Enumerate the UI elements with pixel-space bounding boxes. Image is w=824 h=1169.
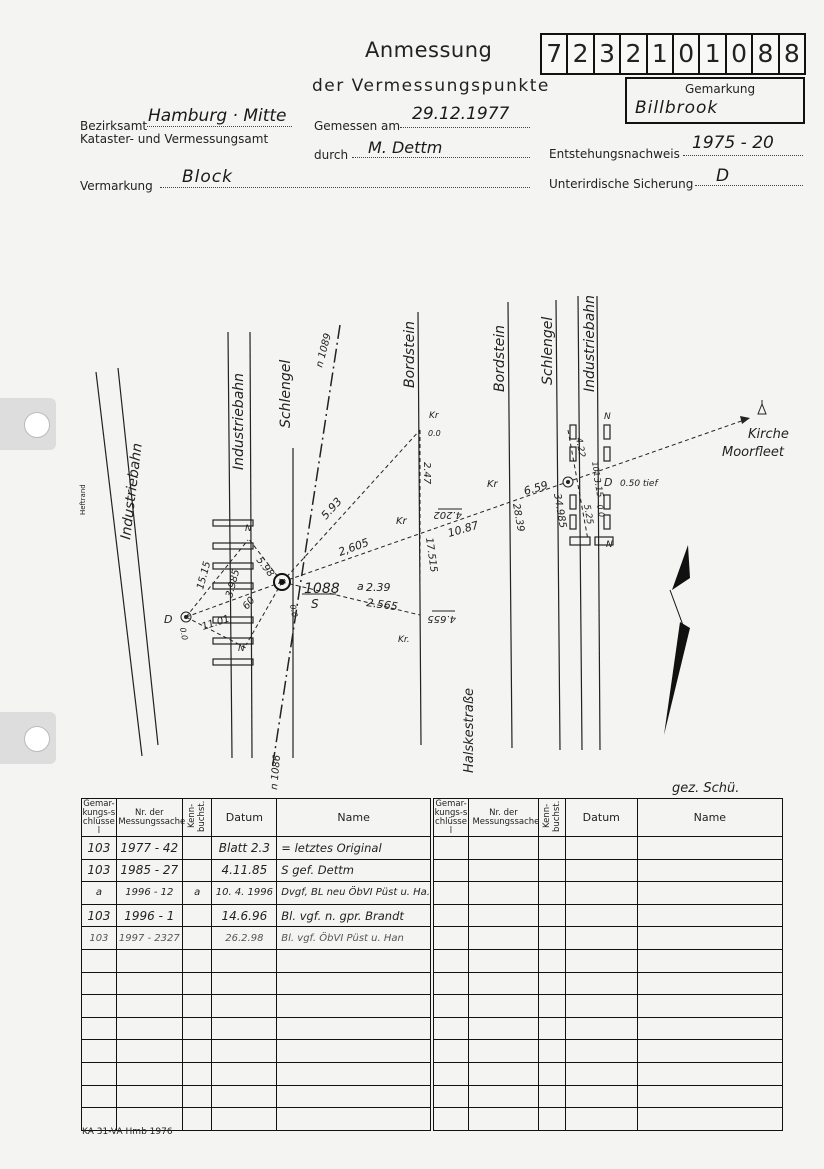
bezirksamt-value: Hamburg · Mitte (148, 106, 287, 126)
label-a: a (357, 580, 364, 593)
table-row (82, 1085, 431, 1108)
gemessen-label: Gemessen am (314, 119, 401, 133)
table-cell (212, 1040, 277, 1063)
table-cell: 14.6.96 (212, 904, 277, 927)
table-cell (637, 1108, 782, 1131)
table-cell (212, 995, 277, 1018)
table-row (434, 949, 783, 972)
table-cell (434, 1017, 469, 1040)
table-cell (212, 949, 277, 972)
table-cell (538, 882, 565, 905)
track-tie (604, 425, 610, 439)
kataster-label: Kataster- und Vermessungsamt (80, 132, 269, 146)
track-tie (604, 515, 610, 529)
table-row (434, 927, 783, 950)
label-schlengel-left: Schlengel (278, 359, 294, 428)
table-cell: S gef. Dettm (277, 859, 431, 882)
table-row (434, 1108, 783, 1131)
register-table-right (433, 798, 783, 1131)
entstehung-label: Entstehungsnachweis (549, 147, 680, 161)
measure-239: 2.39 (366, 581, 391, 594)
header-datum: Datum (212, 799, 277, 837)
table-cell (277, 1062, 431, 1085)
track-tie (570, 425, 576, 439)
table-cell (212, 1062, 277, 1085)
table-cell (182, 949, 212, 972)
register-header-row (82, 799, 431, 837)
table-cell (116, 1062, 182, 1085)
table-cell (538, 927, 565, 950)
table-cell (468, 1040, 538, 1063)
table-cell (277, 972, 431, 995)
table-cell (434, 859, 469, 882)
table-cell: Bl. vgf. n. gpr. Brandt (277, 904, 431, 927)
sicherung-label: Unterirdische Sicherung (549, 177, 694, 191)
table-cell (538, 995, 565, 1018)
table-cell (212, 1108, 277, 1131)
table-cell (277, 1085, 431, 1108)
track-tie (570, 495, 576, 509)
table-cell (538, 1062, 565, 1085)
table-cell (565, 904, 637, 927)
table-row (82, 1062, 431, 1085)
table-cell (565, 1108, 637, 1131)
header-name: Name (277, 799, 431, 837)
table-cell (538, 904, 565, 927)
table-cell (565, 995, 637, 1018)
table-cell (434, 949, 469, 972)
table-cell (468, 927, 538, 950)
track-tie (213, 659, 253, 665)
table-cell (565, 859, 637, 882)
measure-1087: 10.87 (446, 518, 481, 540)
table-cell (82, 995, 117, 1018)
table-row (82, 927, 431, 950)
measure-2839: 28.39 (510, 502, 526, 533)
table-cell (116, 972, 182, 995)
table-cell (182, 837, 212, 860)
table-cell: 103 (82, 904, 117, 927)
gemessen-value: 29.12.1977 (412, 104, 510, 124)
table-cell (182, 1062, 212, 1085)
table-row (434, 995, 783, 1018)
table-cell (538, 1017, 565, 1040)
register-header-row (434, 799, 783, 837)
point-number-digit: 0 (727, 35, 753, 73)
table-row (82, 904, 431, 927)
line-593 (282, 430, 420, 582)
table-cell (182, 859, 212, 882)
table-cell (182, 904, 212, 927)
table-cell (468, 1085, 538, 1108)
table-cell (565, 882, 637, 905)
measure-101: 101 (590, 460, 602, 478)
table-cell (277, 1040, 431, 1063)
line-to-kirche (282, 418, 750, 582)
header-name: Name (637, 799, 782, 837)
table-cell (538, 1040, 565, 1063)
table-cell (116, 1017, 182, 1040)
label-n-mark: N (604, 412, 611, 422)
signature-gez: gez. Schü. (672, 781, 740, 796)
label-point-no: 1088 (304, 581, 340, 597)
table-cell (182, 927, 212, 950)
measure-315: 3.15 (591, 476, 605, 499)
table-cell (637, 1062, 782, 1085)
point-number-digit: 1 (700, 35, 726, 73)
table-cell (538, 1108, 565, 1131)
table-cell: 1985 - 27 (116, 859, 182, 882)
label-point-s: S (311, 597, 319, 611)
label-heftrand: Heftrand (79, 484, 87, 515)
north-arrow-icon (664, 545, 690, 735)
header-datum: Datum (565, 799, 637, 837)
label-schlengel-right: Schlengel (540, 316, 556, 385)
measure-17515: 17.515 (423, 536, 439, 574)
table-cell (468, 904, 538, 927)
label-bordstein-2: Bordstein (492, 325, 508, 392)
table-cell (277, 949, 431, 972)
gemarkung-value: Billbrook (635, 98, 719, 118)
table-cell: 1997 - 2327 (116, 927, 182, 950)
document-subtitle: der Vermessungspunkte (312, 76, 550, 96)
table-cell: 4.11.85 (212, 859, 277, 882)
survey-point-d-left (181, 612, 191, 622)
table-cell (434, 882, 469, 905)
table-cell: Blatt 2.3 (212, 837, 277, 860)
table-cell (637, 927, 782, 950)
table-row (82, 1017, 431, 1040)
table-cell: a (82, 882, 117, 905)
point-number-digit: 8 (753, 35, 779, 73)
table-cell (565, 1062, 637, 1085)
measure-598: 5.98 (253, 555, 277, 580)
measure-60: 60 (240, 595, 258, 612)
table-cell (277, 995, 431, 1018)
label-d-left: D (164, 613, 173, 626)
track-tie (604, 447, 610, 461)
point-number-digit: 2 (621, 35, 647, 73)
table-cell (82, 1062, 117, 1085)
measure-1515: 15.15 (195, 560, 214, 591)
measure-34985: 34.985 (551, 492, 568, 529)
table-row (82, 995, 431, 1018)
table-cell: 103 (82, 837, 117, 860)
line-1088-to-kr4 (282, 582, 420, 615)
table-cell (637, 882, 782, 905)
measure-00: 0.0 (428, 429, 441, 438)
label-industriebahn-mid: Industriebahn (231, 372, 247, 470)
durch-label: durch (314, 148, 349, 162)
point-number-digit: 1 (648, 35, 674, 73)
table-cell (468, 1108, 538, 1131)
table-cell (565, 1085, 637, 1108)
track-tie (213, 543, 253, 549)
table-cell (116, 995, 182, 1018)
label-moorfleet: Moorfleet (722, 445, 784, 460)
table-cell (434, 1085, 469, 1108)
measure-00: 0.0 (595, 503, 607, 518)
table-cell: 103 (82, 859, 117, 882)
table-cell (82, 1017, 117, 1040)
measure-2605: 2,605 (336, 535, 371, 559)
table-cell (637, 949, 782, 972)
document-title: Anmessung (365, 38, 493, 62)
table-cell: = letztes Original (277, 837, 431, 860)
table-cell (434, 1040, 469, 1063)
survey-point-d-right (563, 477, 573, 487)
measure-1101: 11.01 (200, 613, 232, 633)
table-cell (565, 972, 637, 995)
measure-4202: 4.202 (433, 509, 462, 520)
label-kr2: Kr (396, 516, 407, 527)
measure-4655: 4.655 (427, 613, 456, 624)
table-cell (182, 972, 212, 995)
table-cell (637, 1085, 782, 1108)
table-cell (637, 1040, 782, 1063)
label-kr1: Kr (429, 411, 439, 421)
table-row (434, 882, 783, 905)
label-kr4: Kr. (398, 635, 410, 645)
table-cell (468, 949, 538, 972)
bordstein-2-line (508, 302, 512, 748)
table-cell (212, 972, 277, 995)
label-kirche: Kirche (748, 427, 789, 442)
register-table-left (81, 798, 431, 1131)
table-cell (434, 904, 469, 927)
table-cell (434, 972, 469, 995)
table-row (82, 949, 431, 972)
durch-signature: M. Dettm (368, 138, 443, 157)
table-cell (82, 949, 117, 972)
table-cell (182, 995, 212, 1018)
label-n1089: n 1089 (314, 332, 334, 369)
measure-525: 5.25 (581, 503, 595, 526)
industriebahn-mid-rail-2 (250, 332, 252, 758)
table-cell (277, 1017, 431, 1040)
point-number-digit: 3 (595, 35, 621, 73)
table-cell (637, 995, 782, 1018)
label-n1086: n 1086 (269, 754, 284, 791)
measure-593: 5.93 (318, 495, 345, 523)
point-number-digit: 8 (783, 39, 800, 68)
measure-247: 2.47 (421, 462, 432, 485)
table-cell: 1996 - 12 (116, 882, 182, 905)
entstehung-value: 1975 - 20 (692, 133, 774, 153)
kirche-triangle-icon (758, 400, 766, 414)
table-cell (468, 882, 538, 905)
table-cell (182, 1040, 212, 1063)
vermarkung-value: Block (182, 167, 233, 187)
measure-2565: 2.565 (365, 596, 399, 614)
table-cell (277, 1108, 431, 1131)
table-cell (637, 837, 782, 860)
table-row (434, 972, 783, 995)
table-cell: 103 (82, 927, 117, 950)
table-row (82, 972, 431, 995)
table-cell (82, 1085, 117, 1108)
survey-point-1088 (274, 574, 290, 590)
measure-659: 6.59 (522, 478, 550, 498)
table-row (434, 1062, 783, 1085)
table-cell: a (182, 882, 212, 905)
label-d-right-note: 0.50 tief (620, 479, 658, 489)
table-row (434, 904, 783, 927)
table-row (82, 837, 431, 860)
table-cell (116, 1085, 182, 1108)
table-cell (434, 1108, 469, 1131)
table-row (82, 1040, 431, 1063)
table-cell (637, 972, 782, 995)
table-cell (468, 859, 538, 882)
table-cell (468, 1017, 538, 1040)
table-cell (637, 904, 782, 927)
table-cell (565, 1017, 637, 1040)
header-kennbuchstabe: Kenn-buchst. (538, 799, 565, 837)
table-cell: 1996 - 1 (116, 904, 182, 927)
table-cell: Dvgf, BL neu ÖbVI Püst u. Ha. (277, 882, 431, 905)
industriebahn-left-rail-1 (96, 372, 142, 756)
table-cell (434, 837, 469, 860)
table-cell (637, 1017, 782, 1040)
table-row (434, 1017, 783, 1040)
table-cell (538, 837, 565, 860)
table-cell: Bl. vgf. ÖbVI Püst u. Han (277, 927, 431, 950)
table-cell (468, 837, 538, 860)
bezirksamt-label: Bezirksamt (80, 119, 148, 133)
track-tie (213, 563, 253, 569)
label-industriebahn-right: Industriebahn (582, 294, 598, 392)
table-cell: 10. 4. 1996 (212, 882, 277, 905)
sicherung-value: D (716, 166, 730, 186)
measure-00: 0.0 (178, 626, 190, 641)
table-cell (116, 1040, 182, 1063)
table-row (82, 882, 431, 905)
table-cell (82, 1040, 117, 1063)
label-halskestrasse: Halskestraße (462, 687, 477, 773)
header-gemarkungsschluessel: Gemar-kungs-schlüssel (434, 798, 468, 836)
gemarkung-label: Gemarkung (685, 82, 756, 96)
point-number-digit: 2 (568, 35, 594, 73)
table-cell (468, 995, 538, 1018)
table-cell (434, 1062, 469, 1085)
table-cell (182, 1085, 212, 1108)
table-cell (565, 837, 637, 860)
measure-422: 4.22 (573, 436, 587, 459)
table-cell (468, 1062, 538, 1085)
track-tie (570, 515, 576, 529)
table-cell (565, 1040, 637, 1063)
measure-3985: 3.985 (224, 568, 243, 599)
table-cell (637, 859, 782, 882)
measure-00: 0.0 (288, 603, 300, 618)
label-industriebahn-left: Industriebahn (118, 442, 146, 541)
table-cell (565, 949, 637, 972)
label-kr3: Kr (487, 479, 498, 490)
table-cell (538, 1085, 565, 1108)
table-cell (82, 972, 117, 995)
table-cell (538, 949, 565, 972)
kirche-arrowhead (740, 416, 750, 424)
label-d-right: D (604, 476, 613, 489)
table-row (434, 1040, 783, 1063)
table-cell (538, 972, 565, 995)
label-n-mark: N (606, 540, 613, 550)
table-cell: 1977 - 42 (116, 837, 182, 860)
table-cell (182, 1108, 212, 1131)
vermarkung-label: Vermarkung (80, 179, 153, 193)
table-cell (116, 949, 182, 972)
table-cell (538, 859, 565, 882)
header-gemarkungsschluessel: Gemar-kungs-schlüssel (82, 798, 116, 836)
table-cell: 26.2.98 (212, 927, 277, 950)
table-cell (434, 995, 469, 1018)
label-n-mark: N (238, 644, 245, 654)
header-messungssache: Nr. der Messungssache (468, 799, 538, 837)
table-cell (468, 972, 538, 995)
table-row (434, 859, 783, 882)
table-cell (212, 1017, 277, 1040)
table-row (82, 859, 431, 882)
table-cell (565, 927, 637, 950)
point-number-digit: 0 (674, 35, 700, 73)
table-cell (434, 927, 469, 950)
label-bordstein-1: Bordstein (402, 321, 418, 388)
table-cell (182, 1017, 212, 1040)
table-row (434, 837, 783, 860)
industriebahn-left-rail-2 (118, 368, 158, 745)
table-cell (212, 1085, 277, 1108)
header-messungssache: Nr. der Messungssache (116, 799, 182, 837)
header-kennbuchstabe: Kenn-buchst. (182, 799, 212, 837)
form-code: KA 31-VA Hmb 1976 (82, 1127, 173, 1137)
label-n-mark: N (245, 524, 252, 534)
point-number-digit: 7 (542, 35, 568, 73)
table-row (434, 1085, 783, 1108)
